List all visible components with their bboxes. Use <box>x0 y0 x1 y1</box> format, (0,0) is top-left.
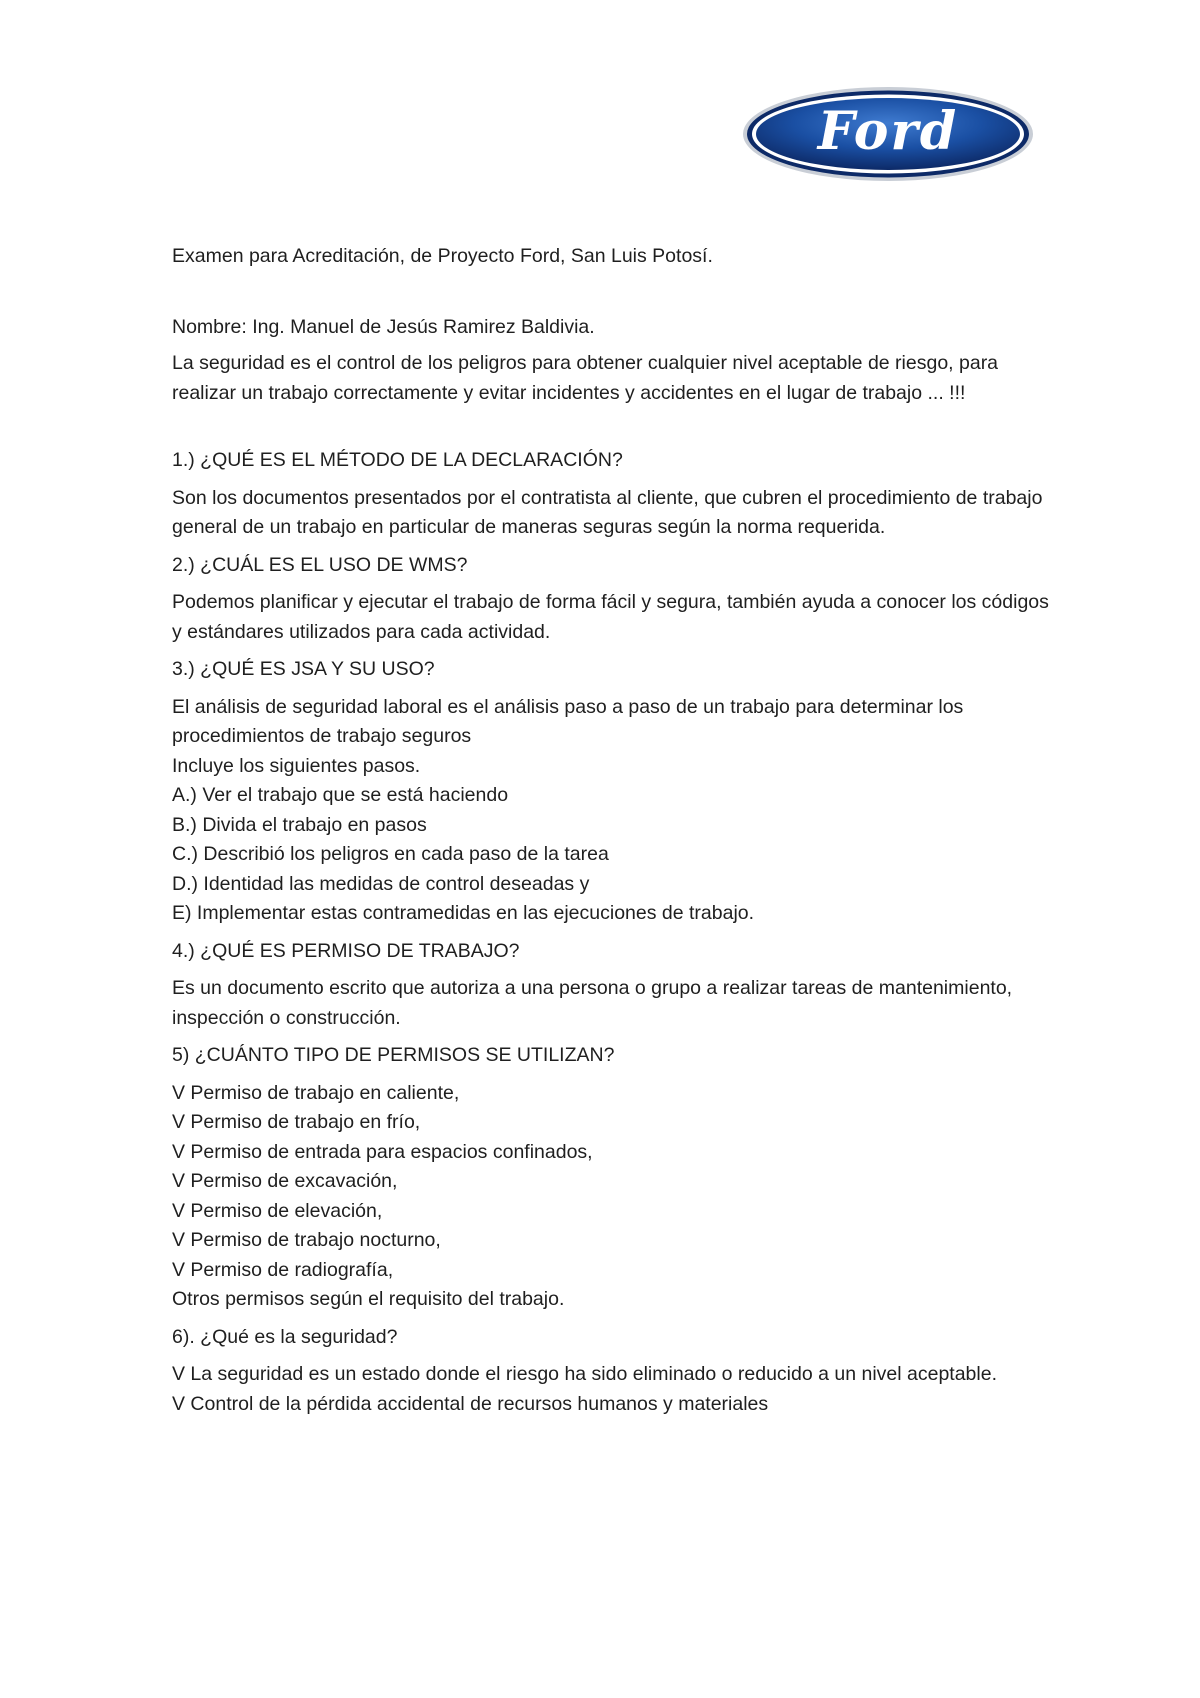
answer-5: V Permiso de trabajo en caliente, V Permiso de trabajo en frío, V Permiso de entrada para espacios confinados, V Permiso de excavación, V Permiso de elevación, V Permiso de trabajo nocturno, V Permiso de radiografía, Otros permisos según el requisito del trabajo. <box>172 1081 593 1310</box>
name-line: Nombre: Ing. Manuel de Jesús Ramirez Baldivia. <box>172 315 595 338</box>
logo-script-text: Ford <box>817 101 959 162</box>
answer-1: Son los documentos presentados por el contratista al cliente, que cubren el procedimiento de trabajo general de un trabajo en particular de maneras seguras según la norma requerida. <box>172 486 1043 538</box>
document-body <box>172 242 1052 1425</box>
intro-paragraph: La seguridad es el control de los peligros para obtener cualquier nivel aceptable de riesgo, para realizar un trabajo correctamente y evitar incidentes y accidentes en el lugar de trabajo ... !!! <box>172 352 999 404</box>
ford-oval-emblem <box>742 86 1034 182</box>
document-title: Examen para Acreditación, de Proyecto Ford, San Luis Potosí. <box>172 245 713 267</box>
answer-4: Es un documento escrito que autoriza a una persona o grupo a realizar tareas de mantenimiento, inspección o construcción. <box>172 977 1013 1029</box>
ford-logo-icon <box>742 86 1034 182</box>
question-3: 3.) ¿QUÉ ES JSA Y SU USO? <box>172 658 435 680</box>
answer-3: El análisis de seguridad laboral es el análisis paso a paso de un trabajo para determinar los procedimientos de trabajo seguros Incluye los siguientes pasos. A.) Ver el trabajo que se está haciendo B.) Divida el trabajo en pasos C.) Describió los peligros en cada paso de la tarea D.) Identidad las medidas de control deseadas y E) Implementar estas contramedidas en las ejecuciones de trabajo. <box>172 695 964 924</box>
question-2: 2.) ¿CUÁL ES EL USO DE WMS? <box>172 553 468 576</box>
answer-6: V La seguridad es un estado donde el riesgo ha sido eliminado o reducido a un nivel aceptable. V Control de la pérdida accidental de recursos humanos y materiales <box>172 1363 997 1415</box>
question-5: 5) ¿CUÁNTO TIPO DE PERMISOS SE UTILIZAN? <box>172 1044 615 1066</box>
question-1: 1.) ¿QUÉ ES EL MÉTODO DE LA DECLARACIÓN? <box>172 449 623 471</box>
question-6: 6). ¿Qué es la seguridad? <box>172 1325 398 1348</box>
answer-2: Podemos planificar y ejecutar el trabajo de forma fácil y segura, también ayuda a conocer los códigos y estándares utilizados para cada actividad. <box>172 591 1049 643</box>
question-4: 4.) ¿QUÉ ES PERMISO DE TRABAJO? <box>172 939 520 962</box>
